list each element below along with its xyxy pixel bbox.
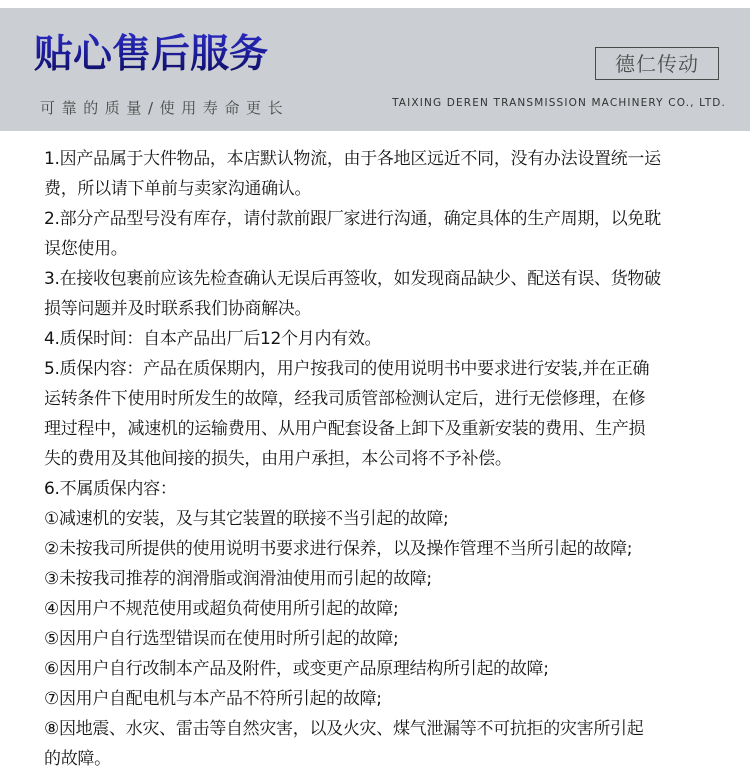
terms-line: 失的费用及其他间接的损失，由用户承担，本公司将不予补偿。	[44, 449, 512, 469]
terms-line: ⑤因用户自行选型错误而在使用时所引起的故障;	[44, 629, 399, 649]
terms-line: 误您使用。	[44, 239, 128, 259]
terms-line: 3.在接收包裹前应该先检查确认无误后再签收，如发现商品缺少、配送有误、货物破	[44, 269, 661, 289]
page-title: 贴心售后服务	[34, 30, 268, 80]
terms-line: 2.部分产品型号没有库存，请付款前跟厂家进行沟通，确定具体的生产周期，以免耽	[44, 209, 661, 229]
terms-line: ⑥因用户自行改制本产品及附件，或变更产品原理结构所引起的故障;	[44, 659, 549, 679]
header-banner	[0, 8, 750, 131]
brand-badge	[595, 47, 719, 80]
terms-line: ⑦因用户自配电机与本产品不符所引起的故障;	[44, 689, 382, 709]
terms-line: 5.质保内容：产品在质保期内，用户按我司的使用说明书中要求进行安装,并在正确	[44, 359, 650, 379]
terms-line: 运转条件下使用时所发生的故障，经我司质管部检测认定后，进行无偿修理，在修	[44, 389, 646, 409]
terms-line: ⑧因地震、水灾、雷击等自然灾害，以及火灾、煤气泄漏等不可抗拒的灾害所引起	[44, 719, 644, 739]
terms-line: ①减速机的安装，及与其它装置的联接不当引起的故障;	[44, 509, 449, 529]
terms-line: 4.质保时间：自本产品出厂后12个月内有效。	[44, 329, 382, 349]
terms-line: ③未按我司推荐的润滑脂或润滑油使用而引起的故障;	[44, 569, 432, 589]
company-english-name: TAIXING DEREN TRANSMISSION MACHINERY CO., LTD.	[392, 97, 726, 109]
terms-line: ④因用户不规范使用或超负荷使用所引起的故障;	[44, 599, 399, 619]
terms-line: 理过程中，减速机的运输费用、从用户配套设备上卸下及重新安装的费用、生产损	[44, 419, 646, 439]
terms-line: 费，所以请下单前与卖家沟通确认。	[44, 179, 312, 199]
terms-line: 的故障。	[44, 749, 111, 769]
brand-name: 德仁传动	[615, 51, 699, 76]
terms-line: 损等问题并及时联系我们协商解决。	[44, 299, 312, 319]
page-subtitle: 可靠的质量/使用寿命更长	[40, 99, 290, 117]
terms-line: 6.不属质保内容：	[44, 479, 177, 499]
terms-line: 1.因产品属于大件物品，本店默认物流，由于各地区远近不同，没有办法设置统一运	[44, 149, 661, 169]
terms-line: ②未按我司所提供的使用说明书要求进行保养，以及操作管理不当所引起的故障;	[44, 539, 633, 559]
after-sales-terms	[44, 144, 710, 774]
